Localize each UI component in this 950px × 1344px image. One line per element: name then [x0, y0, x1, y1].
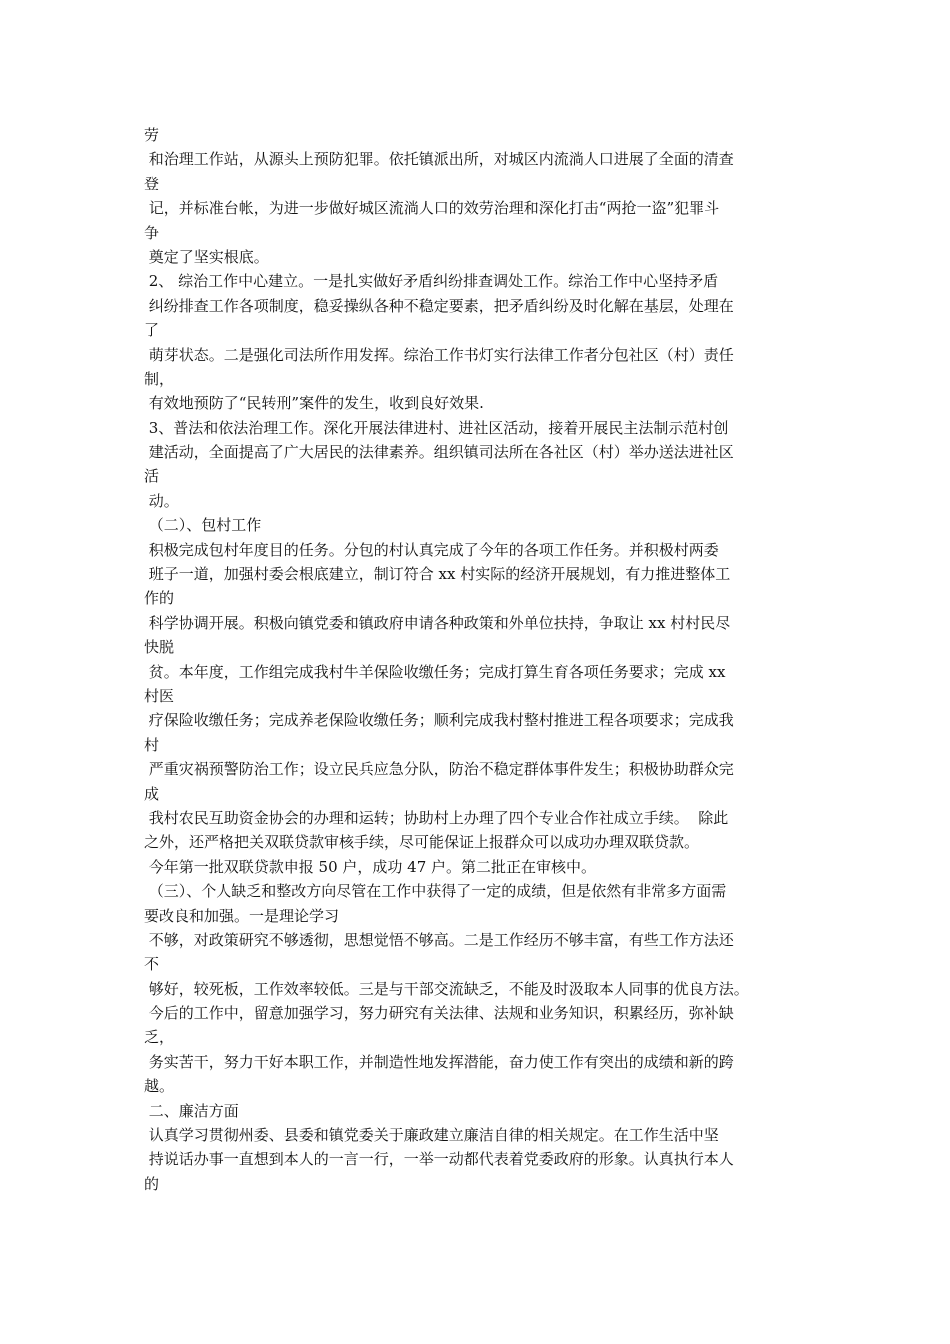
text-line: 要改良和加强。一是理论学习: [144, 906, 340, 925]
text-line: 纠纷排查工作各项制度，稳妥操纵各种不稳定要素，把矛盾纠纷及时化解在基层，处理在: [144, 296, 734, 315]
text-line: 成: [144, 784, 160, 803]
text-line: 村: [144, 735, 160, 754]
text-line: 贫。本年度，工作组完成我村牛羊保险收缴任务；完成打算生育各项任务要求；完成 xx: [144, 662, 726, 681]
text-line: 越。: [144, 1077, 175, 1096]
text-line: 务实苦干，努力干好本职工作，并制造性地发挥潜能，奋力使工作有突出的成绩和新的跨: [144, 1052, 734, 1071]
text-line: 我村农民互助资金协会的办理和运转；协助村上办理了四个专业合作社成立手续。 除此: [144, 808, 729, 827]
text-line: 今后的工作中，留意加强学习，努力研究有关法律、法规和业务知识，积累经历，弥补缺: [144, 1004, 734, 1023]
text-line: 劳: [144, 126, 160, 144]
text-line: 积极完成包村年度目的任务。分包的村认真完成了今年的各项工作任务。并积极村两委: [144, 540, 719, 559]
text-line: 二、廉洁方面: [144, 1101, 239, 1120]
text-line: 奠定了坚实根底。: [144, 247, 269, 266]
text-line: 活: [144, 467, 160, 486]
text-line: 严重灾祸预警防治工作；设立民兵应急分队，防治不稳定群体事件发生；积极协助群众完: [144, 760, 734, 779]
text-line: 科学协调开展。积极向镇党委和镇政府申请各种政策和外单位扶持，争取让 xx 村村民尽: [144, 613, 731, 632]
text-line: 不够，对政策研究不够透彻，思想觉悟不够高。二是工作经历不够丰富，有些工作方法还: [144, 930, 734, 949]
text-line: （二）、包村工作: [144, 516, 262, 535]
text-line: （三）、个人缺乏和整改方向尽管在工作中获得了一定的成绩，但是依然有非常多方面需: [144, 882, 727, 901]
text-line: 够好，较死板，工作效率较低。三是与干部交流缺乏，不能及时汲取本人同事的优良方法。: [144, 979, 749, 998]
text-line: 疗保险收缴任务；完成养老保险收缴任务；顺利完成我村整村推进工程各项要求；完成我: [144, 711, 734, 730]
text-line: 的: [144, 1174, 160, 1193]
text-line: 今年第一批双联贷款申报 50 户，成功 47 户。第二批正在审核中。: [144, 857, 597, 876]
text-line: 不: [144, 955, 160, 974]
text-line: 作的: [144, 589, 175, 608]
text-line: 争: [144, 223, 160, 242]
text-line: 建活动，全面提高了广大居民的法律素养。组织镇司法所在各社区（村）举办送法进社区: [144, 443, 734, 462]
text-line: 有效地预防了“民转刑”案件的发生，收到良好效果.: [144, 394, 484, 413]
text-line: 乏，: [144, 1028, 175, 1047]
text-line: 登: [144, 174, 160, 193]
text-line: 了: [144, 321, 160, 340]
text-line: 和治理工作站，从源头上预防犯罪。依托镇派出所，对城区内流淌人口进展了全面的清查: [144, 150, 734, 169]
text-line: 班子一道，加强村委会根底建立，制订符合 xx 村实际的经济开展规划，有力推进整体工: [144, 565, 731, 584]
text-line: 村医: [144, 686, 175, 705]
text-line: 3、普法和依法治理工作。深化开展法律进村、进社区活动，接着开展民主法制示范村创: [144, 418, 729, 437]
text-line: 快脱: [144, 638, 175, 657]
text-line: 动。: [144, 491, 179, 510]
document-body: [144, 123, 814, 1196]
text-line: 2、 综治工作中心建立。一是扎实做好矛盾纠纷排查调处工作。综治工作中心坚持矛盾: [144, 272, 719, 291]
text-line: 之外，还严格把关双联贷款审核手续，尽可能保证上报群众可以成功办理双联贷款。: [144, 833, 700, 852]
text-line: 制，: [144, 369, 175, 388]
text-line: 萌芽状态。二是强化司法所作用发挥。综治工作书灯实行法律工作者分包社区（村）责任: [144, 345, 734, 364]
text-line: 记，并标准台帐，为进一步做好城区流淌人口的效劳治理和深化打击“两抢一盗”犯罪斗: [144, 199, 720, 218]
text-line: 认真学习贯彻州委、县委和镇党委关于廉政建立廉洁自律的相关规定。在工作生活中坚: [144, 1126, 719, 1145]
text-line: 持说话办事一直想到本人的一言一行，一举一动都代表着党委政府的形象。认真执行本人: [144, 1150, 734, 1169]
